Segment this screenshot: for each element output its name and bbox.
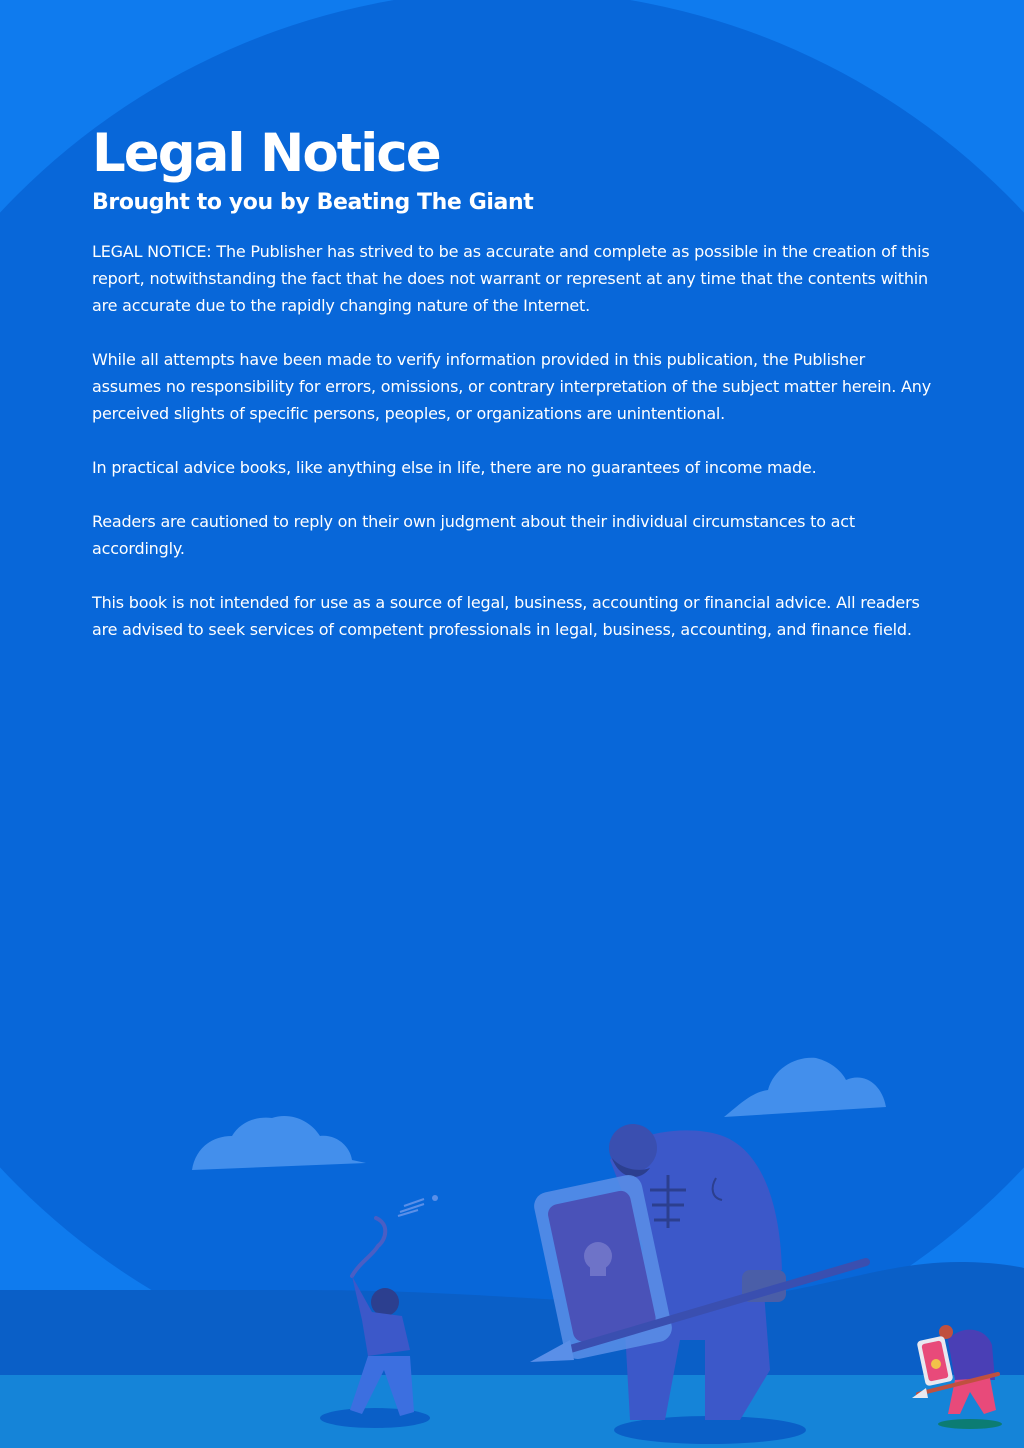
paragraph: Readers are cautioned to reply on their own judgment about their individual circumstances to act accordingly. [92, 512, 855, 558]
page-subtitle: Brought to you by Beating The Giant [92, 190, 534, 215]
page-title: Legal Notice [92, 123, 440, 184]
paragraph: While all attempts have been made to verify information provided in this publication, the Publisher assumes no responsibility for errors, omissions, or contrary interpretation of the subject matter herein. Any perceived slights of specific persons, peoples, or organizations are unintentional. [92, 350, 932, 423]
paragraph: In practical advice books, like anything else in life, there are no guarantees of income made. [92, 458, 817, 477]
paragraph: LEGAL NOTICE: The Publisher has strived to be as accurate and complete as possible in the creation of this report, notwithstanding the fact that he does not warrant or represent at any time that the contents within are accurate due to the rapidly changing nature of the Internet. [92, 242, 930, 315]
body-text [92, 238, 932, 643]
legal-notice-section [92, 122, 932, 670]
paragraph: This book is not intended for use as a source of legal, business, accounting or financial advice. All readers are advised to seek services of competent professionals in legal, business, accounting, and finance field. [92, 593, 920, 639]
ground-strip [0, 1375, 1024, 1448]
